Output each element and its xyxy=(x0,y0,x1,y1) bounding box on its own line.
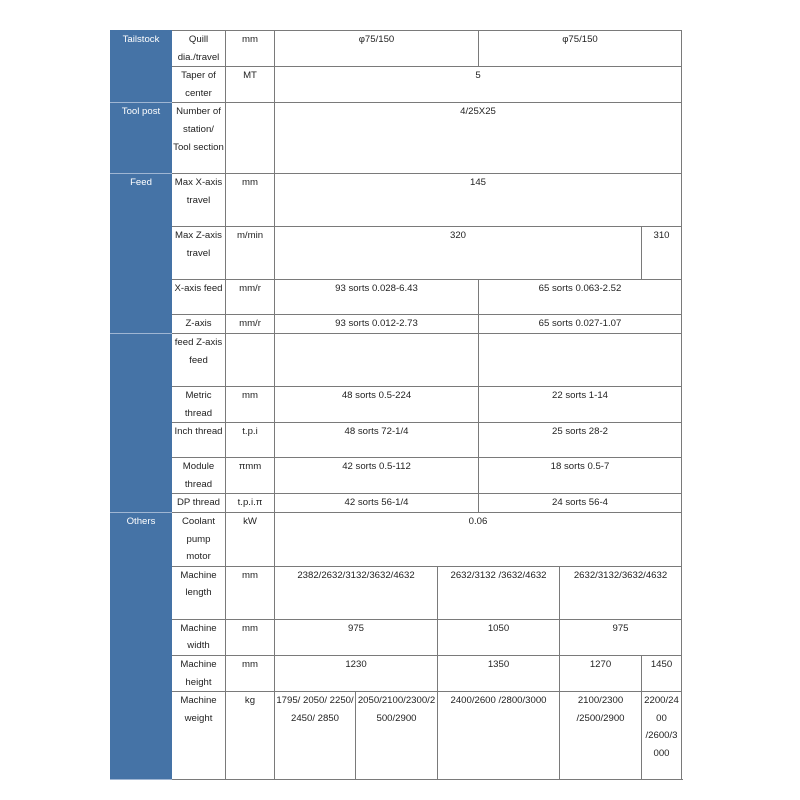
value-cell: 65 sorts 0.063-2.52 xyxy=(479,280,682,315)
category-tailstock: Tailstock xyxy=(111,31,172,103)
value-cell: 1450 xyxy=(642,655,682,691)
table-row xyxy=(111,103,682,174)
value-cell xyxy=(275,333,479,386)
item-cell: X-axis feed xyxy=(172,280,226,315)
category-tool-post: Tool post xyxy=(111,103,172,174)
unit-cell: mm xyxy=(226,386,275,422)
item-cell: Module thread xyxy=(172,458,226,494)
value-cell: 2050/2100/2300/2500/2900 xyxy=(356,692,438,780)
value-cell: 2632/3132 /3632/4632 xyxy=(438,566,560,619)
table-row xyxy=(111,31,682,67)
value-cell: 1230 xyxy=(275,655,438,691)
value-cell: 65 sorts 0.027-1.07 xyxy=(479,315,682,334)
unit-cell xyxy=(226,103,275,174)
value-cell: 2200/2400 /2600/3000 xyxy=(642,692,682,780)
table-row xyxy=(111,67,682,103)
item-cell: Number of station/ Tool section xyxy=(172,103,226,174)
value-cell: 2400/2600 /2800/3000 xyxy=(438,692,560,780)
value-cell: 4/25X25 xyxy=(275,103,682,174)
item-cell: Quill dia./travel xyxy=(172,31,226,67)
table-row xyxy=(111,566,682,619)
value-cell: 48 sorts 72-1/4 xyxy=(275,423,479,458)
unit-cell: t.p.i.π xyxy=(226,494,275,513)
spec-table xyxy=(110,30,682,780)
value-cell: 2632/3132/3632/4632 xyxy=(560,566,682,619)
value-cell: φ75/150 xyxy=(275,31,479,67)
table-row xyxy=(111,333,682,386)
value-cell: 18 sorts 0.5-7 xyxy=(479,458,682,494)
table-row xyxy=(111,655,682,691)
table-row xyxy=(111,692,682,780)
table-row xyxy=(111,174,682,227)
value-cell: 93 sorts 0.012-2.73 xyxy=(275,315,479,334)
item-cell: Taper of center xyxy=(172,67,226,103)
item-cell: Metric thread xyxy=(172,386,226,422)
unit-cell: kg xyxy=(226,692,275,780)
value-cell: 24 sorts 56-4 xyxy=(479,494,682,513)
table-row xyxy=(111,458,682,494)
table-row xyxy=(111,619,682,655)
value-cell: 1795/ 2050/ 2250/ 2450/ 2850 xyxy=(275,692,356,780)
value-cell: 1270 xyxy=(560,655,642,691)
item-cell: Machine weight xyxy=(172,692,226,780)
unit-cell: mm xyxy=(226,655,275,691)
item-cell: Machine width xyxy=(172,619,226,655)
value-cell: 48 sorts 0.5-224 xyxy=(275,386,479,422)
item-cell: Max X-axis travel xyxy=(172,174,226,227)
item-cell: Machine height xyxy=(172,655,226,691)
value-cell: 5 xyxy=(275,67,682,103)
value-cell: 2382/2632/3132/3632/4632 xyxy=(275,566,438,619)
table-row xyxy=(111,386,682,422)
category-feed: Feed xyxy=(111,174,172,334)
unit-cell: MT xyxy=(226,67,275,103)
item-cell: Max Z-axis travel xyxy=(172,227,226,280)
unit-cell xyxy=(226,333,275,386)
table-row xyxy=(111,512,682,566)
value-cell: 320 xyxy=(275,227,642,280)
table-row xyxy=(111,494,682,513)
unit-cell: mm/r xyxy=(226,315,275,334)
value-cell: 1050 xyxy=(438,619,560,655)
value-cell: 22 sorts 1-14 xyxy=(479,386,682,422)
value-cell: 93 sorts 0.028-6.43 xyxy=(275,280,479,315)
unit-cell: mm xyxy=(226,31,275,67)
value-cell: 2100/2300 /2500/2900 xyxy=(560,692,642,780)
unit-cell: mm xyxy=(226,174,275,227)
table-row xyxy=(111,315,682,334)
value-cell: 1350 xyxy=(438,655,560,691)
value-cell: 42 sorts 0.5-112 xyxy=(275,458,479,494)
table-row xyxy=(111,227,682,280)
value-cell: 25 sorts 28-2 xyxy=(479,423,682,458)
item-cell: Machine length xyxy=(172,566,226,619)
table-row xyxy=(111,423,682,458)
value-cell: 975 xyxy=(560,619,682,655)
unit-cell: t.p.i xyxy=(226,423,275,458)
unit-cell: mm xyxy=(226,619,275,655)
item-cell: Inch thread xyxy=(172,423,226,458)
value-cell: 310 xyxy=(642,227,682,280)
unit-cell: πmm xyxy=(226,458,275,494)
category-threads xyxy=(111,333,172,512)
value-cell xyxy=(479,333,682,386)
item-cell: Coolant pump motor xyxy=(172,512,226,566)
value-cell: 145 xyxy=(275,174,682,227)
category-others: Others xyxy=(111,512,172,779)
unit-cell: m/min xyxy=(226,227,275,280)
value-cell: φ75/150 xyxy=(479,31,682,67)
unit-cell: mm xyxy=(226,566,275,619)
item-cell: DP thread xyxy=(172,494,226,513)
item-cell: feed Z-axis feed xyxy=(172,333,226,386)
unit-cell: kW xyxy=(226,512,275,566)
value-cell: 0.06 xyxy=(275,512,682,566)
value-cell: 975 xyxy=(275,619,438,655)
item-cell: Z-axis xyxy=(172,315,226,334)
table-row xyxy=(111,280,682,315)
value-cell: 42 sorts 56-1/4 xyxy=(275,494,479,513)
unit-cell: mm/r xyxy=(226,280,275,315)
